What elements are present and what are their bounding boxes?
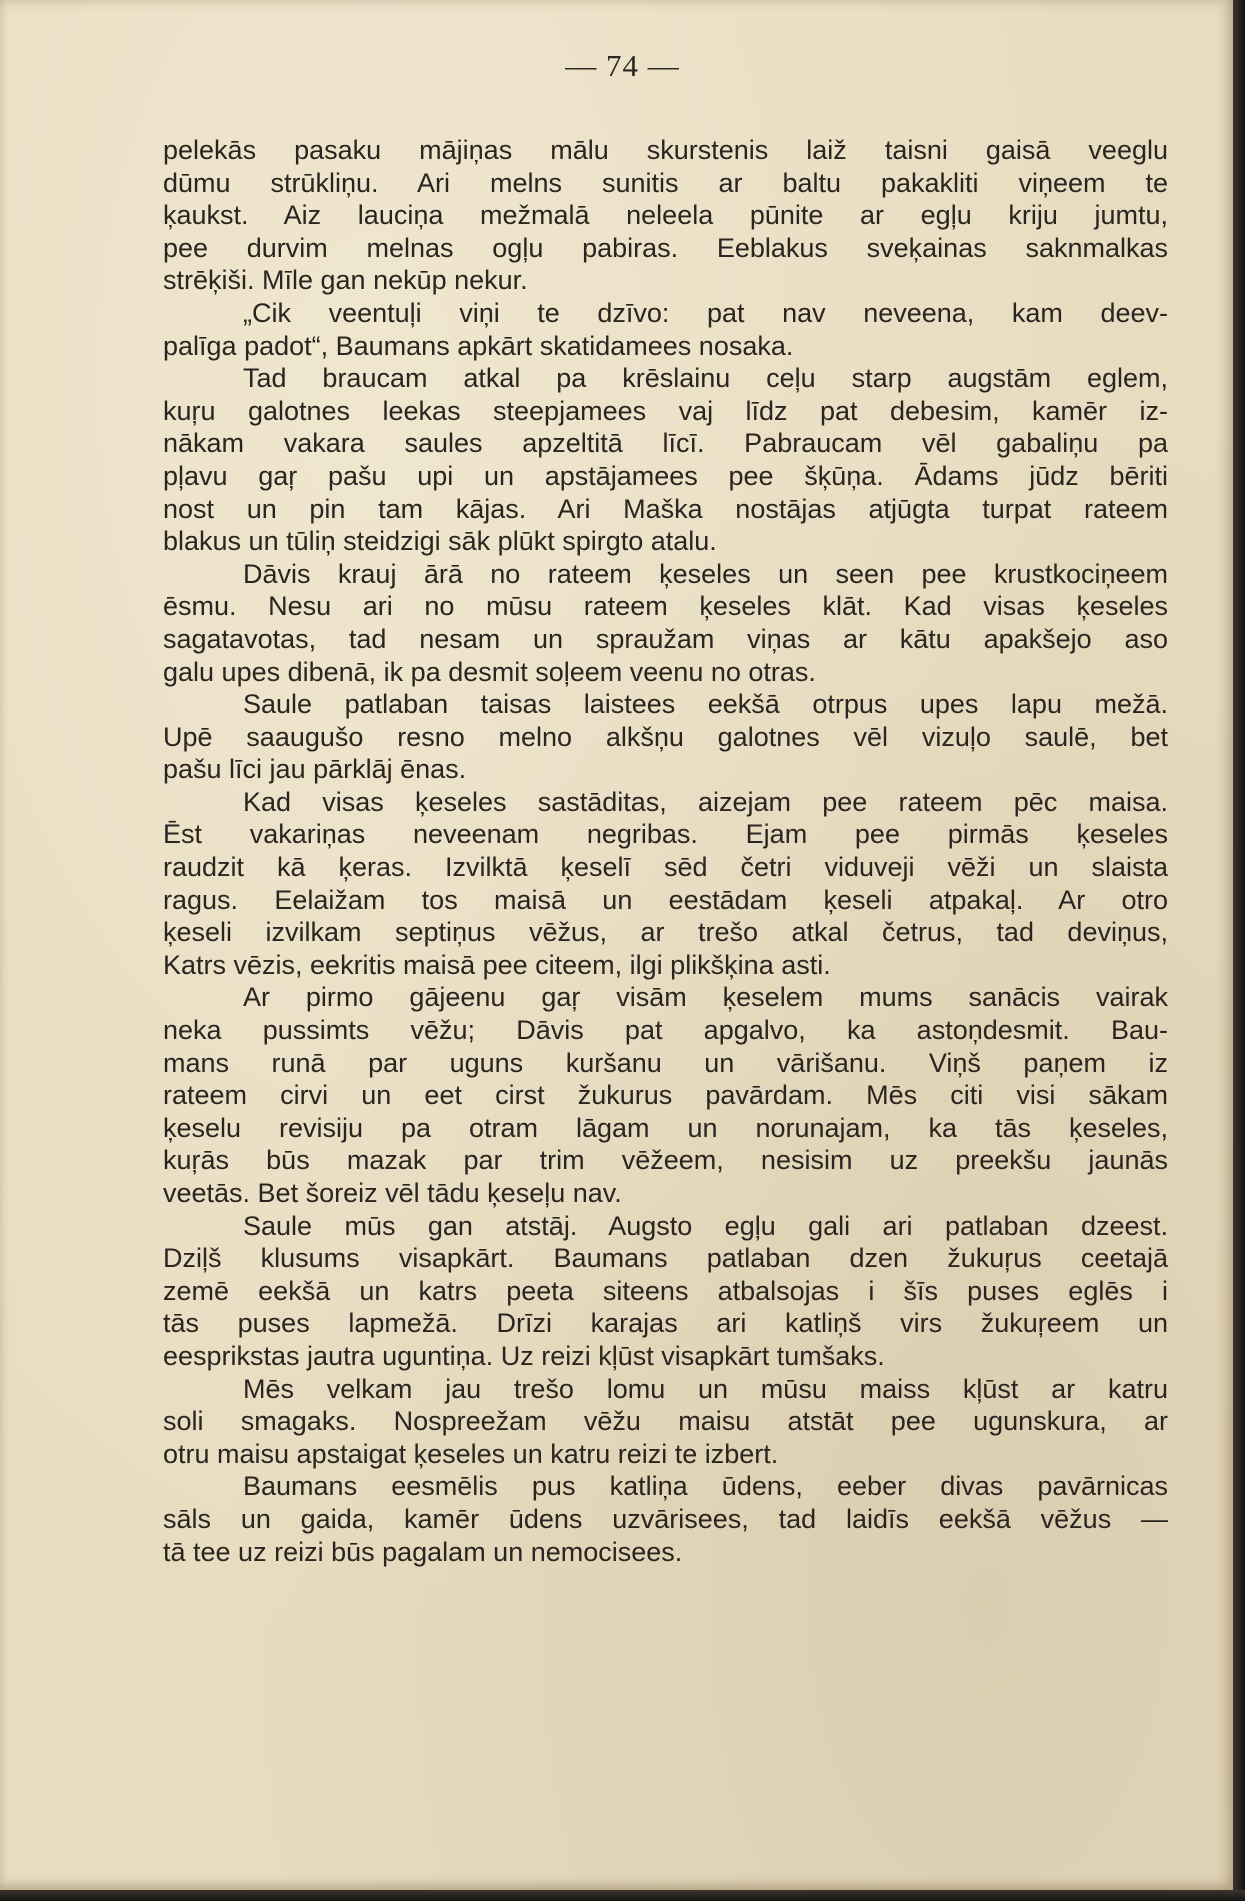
text-line: pļavu gaŗ pašu upi un apstājamees pee šķūņa. Ādams jūdz bēriti xyxy=(163,460,1168,491)
text-line: „Cik veentuļi viņi te dzīvo: pat nav neveena, kam deev- xyxy=(243,297,1168,328)
text-line: Saule patlaban taisas laistees eekšā otrpus upes lapu mežā. xyxy=(243,689,1168,720)
text-line: eesprikstas jautra uguntiņa. Uz reizi kļūst visapkārt tumšaks. xyxy=(163,1340,885,1371)
text-line: tā tee uz reizi būs pagalam un nemocisees. xyxy=(163,1536,683,1567)
text-line: Katrs vēzis, eekritis maisā pee citeem, ilgi plikšķina asti. xyxy=(163,949,831,980)
text-line: nākam vakara saules apzeltitā līcī. Pabraucam vēl gabaliņu pa xyxy=(163,428,1168,459)
text-line: galu upes dibenā, ik pa desmit soļeem veenu no otras. xyxy=(163,656,816,687)
text-line: otru maisu apstaigat ķeseles un katru reizi te izbert. xyxy=(163,1438,779,1469)
text-line: kuŗu galotnes leekas steepjamees vaj līdz pat debesim, kamēr iz- xyxy=(163,395,1168,426)
text-line: Upē saaugušo resno melno alkšņu galotnes vēl vizuļo saulē, bet xyxy=(163,721,1168,752)
text-line: tās puses lapmežā. Drīzi karajas ari katliņš virs žukuŗeem un xyxy=(163,1308,1168,1339)
text-line: Kad visas ķeseles sastāditas, aizejam pee rateem pēc maisa. xyxy=(243,786,1168,817)
text-line: raudzit kā ķeras. Izvilktā ķeselī sēd četri viduveji vēži un slaista xyxy=(163,852,1168,883)
text-line: Dziļš klusums visapkārt. Baumans patlaban dzen žukuŗus ceetajā xyxy=(163,1243,1168,1274)
text-line: Ēst vakariņas neveenam negribas. Ejam pee pirmās ķeseles xyxy=(163,819,1168,850)
text-line: ēsmu. Nesu ari no mūsu rateem ķeseles klāt. Kad visas ķeseles xyxy=(163,591,1168,622)
text-line: neka pussimts vēžu; Dāvis pat apgalvo, ka astoņdesmit. Bau- xyxy=(163,1015,1168,1046)
text-line: kuŗās būs mazak par trim vēžeem, nesisim uz preekšu jaunās xyxy=(163,1145,1168,1176)
text-line: zemē eekšā un katrs peeta siteens atbalsojas i šīs puses eglēs i xyxy=(163,1275,1168,1306)
text-line: ragus. Eelaižam tos maisā un eestādam ķeseli atpakaļ. Ar otro xyxy=(163,884,1168,915)
text-line: ķeseli izvilkam septiņus vēžus, ar trešo atkal četrus, tad deviņus, xyxy=(163,917,1168,948)
text-line: Baumans eesmēlis pus katliņa ūdens, eeber divas pavārnicas xyxy=(243,1471,1168,1502)
text-line: mans runā par uguns kuršanu un vārišanu. Viņš paņem iz xyxy=(163,1047,1168,1078)
text-line: sagatavotas, tad nesam un spraužam viņas ar kātu apakšejo aso xyxy=(163,623,1168,654)
text-line: ķaukst. Aiz lauciņa mežmalā neleela pūnite ar egļu kriju jumtu, xyxy=(163,200,1168,231)
page-edge-right xyxy=(1233,0,1245,1901)
text-line: nost un pin tam kājas. Ari Maška nostājas atjūgta turpat rateem xyxy=(163,493,1168,524)
text-line: blakus un tūliņ steidzigi sāk plūkt spirgto atalu. xyxy=(163,526,717,557)
text-line: sāls un gaida, kamēr ūdens uzvārisees, tad laidīs eekšā vēžus — xyxy=(163,1503,1168,1534)
text-line: pee durvim melnas ogļu pabiras. Eeblakus sveķainas saknmalkas xyxy=(163,232,1168,263)
text-line: dūmu strūkliņu. Ari melns sunitis ar baltu pakakliti viņeem te xyxy=(163,167,1168,198)
body-text xyxy=(163,134,1168,1568)
text-line: Saule mūs gan atstāj. Augsto egļu gali ari patlaban dzeest. xyxy=(243,1210,1168,1241)
text-line: Ar pirmo gājeenu gaŗ visām ķeselem mums sanācis vairak xyxy=(243,982,1168,1013)
page-number: — 74 — xyxy=(565,48,680,83)
text-line: rateem cirvi un eet cirst žukurus pavārdam. Mēs citi visi sākam xyxy=(163,1080,1168,1111)
text-line: pašu līci jau pārklāj ēnas. xyxy=(163,754,467,785)
text-line: Mēs velkam jau trešo lomu un mūsu maiss kļūst ar katru xyxy=(243,1373,1168,1404)
text-line: Dāvis krauj ārā no rateem ķeseles un seen pee krustkociņeem xyxy=(243,558,1168,589)
page-edge-bottom xyxy=(0,1890,1245,1901)
text-line: Tad braucam atkal pa krēslainu ceļu starp augstām eglem, xyxy=(243,363,1168,394)
text-line: ķeselu revisiju pa otram lāgam un norunajam, ka tās ķeseles, xyxy=(163,1112,1168,1143)
text-line: pelekās pasaku mājiņas mālu skurstenis laiž taisni gaisā veeglu xyxy=(163,135,1168,165)
text-line: strēķiši. Mīle gan nekūp nekur. xyxy=(163,265,528,296)
text-line: soli smagaks. Nospreežam vēžu maisu atstāt pee ugunskura, ar xyxy=(163,1406,1168,1437)
text-line: palīga padot“, Baumans apkārt skatidamees nosaka. xyxy=(163,330,794,361)
text-line: veetās. Bet šoreiz vēl tādu ķeseļu nav. xyxy=(163,1178,622,1208)
